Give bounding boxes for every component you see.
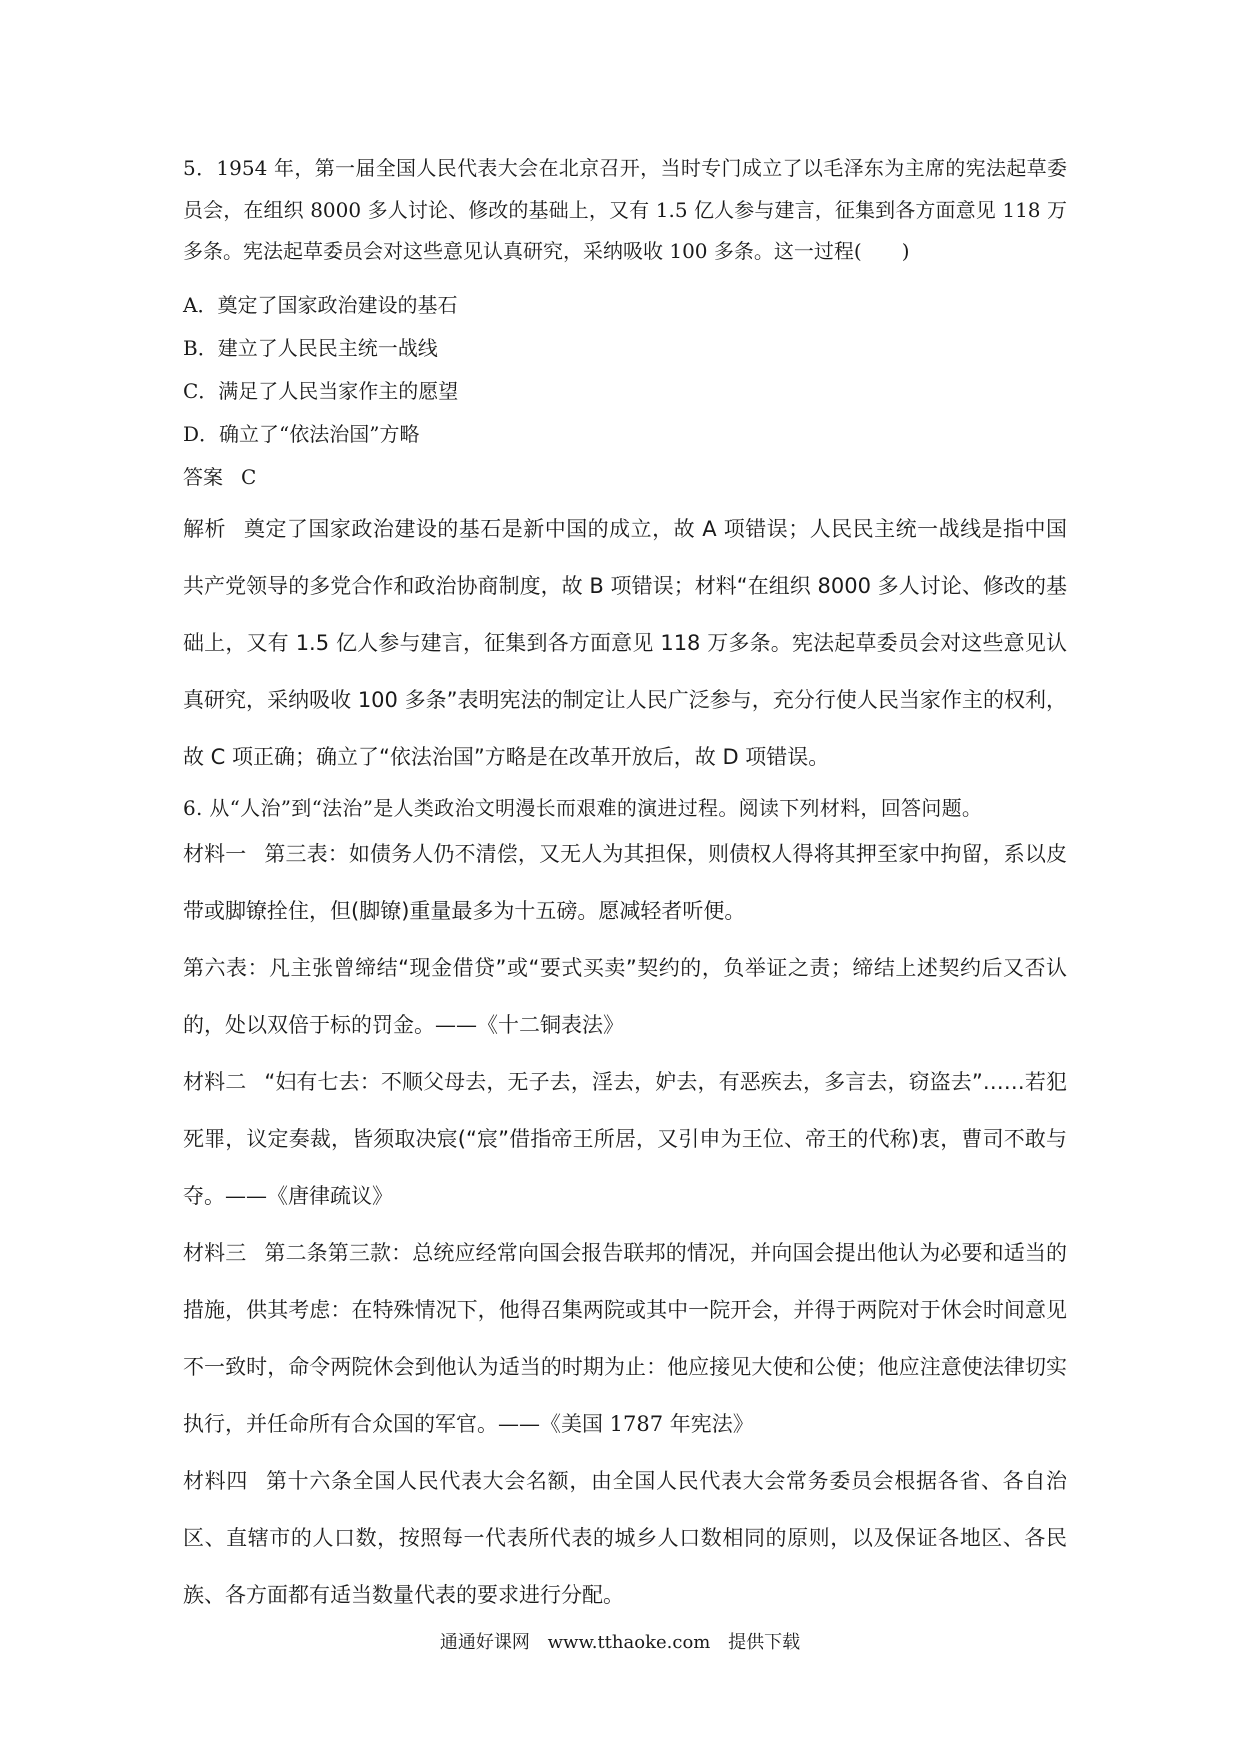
analysis-paragraph [183,501,1067,786]
material-4-label: 材料四 [183,1468,248,1493]
option-a: A．奠定了国家政治建设的基石 [183,292,458,317]
material-1-continued [183,940,1067,1054]
analysis-label: 解析 [183,516,226,541]
material-2 [183,1054,1067,1225]
material-1-label: 材料一 [183,841,247,866]
material-1-text-2: 第六表：凡主张曾缔结“现金借贷”或“要式买卖”契约的，负举证之责；缔结上述契约后又否认的，处以双倍于标的罚金。 [183,955,1067,1037]
analysis-text: 奠定了国家政治建设的基石是新中国的成立，故 A 项错误；人民民主统一战线是指中国共产党领导的多党合作和政治协商制度，故 B 项错误；材料“在组织 8000 多人讨论、修改的基础上，又有 1.5 亿人参与建言，征集到各方面意见 118 万多条。宪法起草委员会对这些意见认真研究，采纳吸收 100 多条”表明宪法的制定让人民广泛参与，充分行使人民当家作主的权利，故 C 项正确；确立了“依法治国”方略是在改革开放后，故 D 项错误。 [183,516,1067,769]
page-content [183,148,1067,1624]
answer-line [183,465,1067,489]
material-3-label: 材料三 [183,1240,247,1265]
material-1 [183,826,1067,940]
material-4 [183,1453,1067,1624]
footer-site-name: 通通好课网 [439,1632,530,1653]
page-footer [0,1631,1240,1655]
option-d: D．确立了“依法治国”方略 [183,421,420,446]
material-1-source: ——《十二铜表法》 [435,1012,624,1037]
material-3-text: 第二条第三款：总统应经常向国会报告联邦的情况，并向国会提出他认为必要和适当的措施，供其考虑：在特殊情况下，他得召集两院或其中一院开会，并得于两院对于休会时间意见不一致时，命令两院休会到他认为适当的时期为止：他应接见大使和公使；他应注意使法律切实执行，并任命所有合众国的军官。 [183,1240,1067,1436]
option-c: C．满足了人民当家作主的愿望 [183,378,459,403]
material-3 [183,1225,1067,1453]
question-6-stem: 6. 从“人治”到“法治”是人类政治文明漫长而艰难的演进过程。阅读下列材料，回答问题。 [183,795,983,820]
material-2-text: “妇有七去：不顺父母去，无子去，淫去，妒去，有恶疾去，多言去，窃盗去”……若犯死罪，议定奏裁，皆须取决宸(“宸”借指帝王所居，又引申为王位、帝王的代称)衷，曹司不敢与夺。 [183,1069,1067,1208]
material-3-source: ——《美国 1787 年宪法》 [498,1411,754,1436]
material-4-text: 第十六条全国人民代表大会名额，由全国人民代表大会常务委员会根据各省、各自治区、直辖市的人口数，按照每一代表所代表的城乡人口数相同的原则，以及保证各地区、各民族、各方面都有适当数量代表的要求进行分配。 [183,1468,1067,1607]
answer-value: C [241,464,257,489]
footer-note: 提供下载 [728,1632,801,1653]
question-5-stem: 5．1954 年，第一届全国人民代表大会在北京召开，当时专门成立了以毛泽东为主席的宪法起草委员会，在组织 8000 多人讨论、修改的基础上，又有 1.5 亿人参与建言，征集到各方面意见 118 万多条。宪法起草委员会对这些意见认真研究，采纳吸收 100 多条。这一过程( ) [183,156,1067,263]
material-1-text: 第三表：如债务人仍不清偿，又无人为其担保，则债权人得将其押至家中拘留，系以皮带或脚镣拴住，但(脚镣)重量最多为十五磅。愿减轻者听便。 [183,841,1067,923]
footer-url[interactable]: www.tthaoke.com [547,1632,711,1653]
answer-label: 答案 [183,464,223,489]
option-b: B．建立了人民民主统一战线 [183,335,438,360]
material-2-source: ——《唐律疏议》 [225,1183,393,1208]
material-2-label: 材料二 [183,1069,247,1094]
